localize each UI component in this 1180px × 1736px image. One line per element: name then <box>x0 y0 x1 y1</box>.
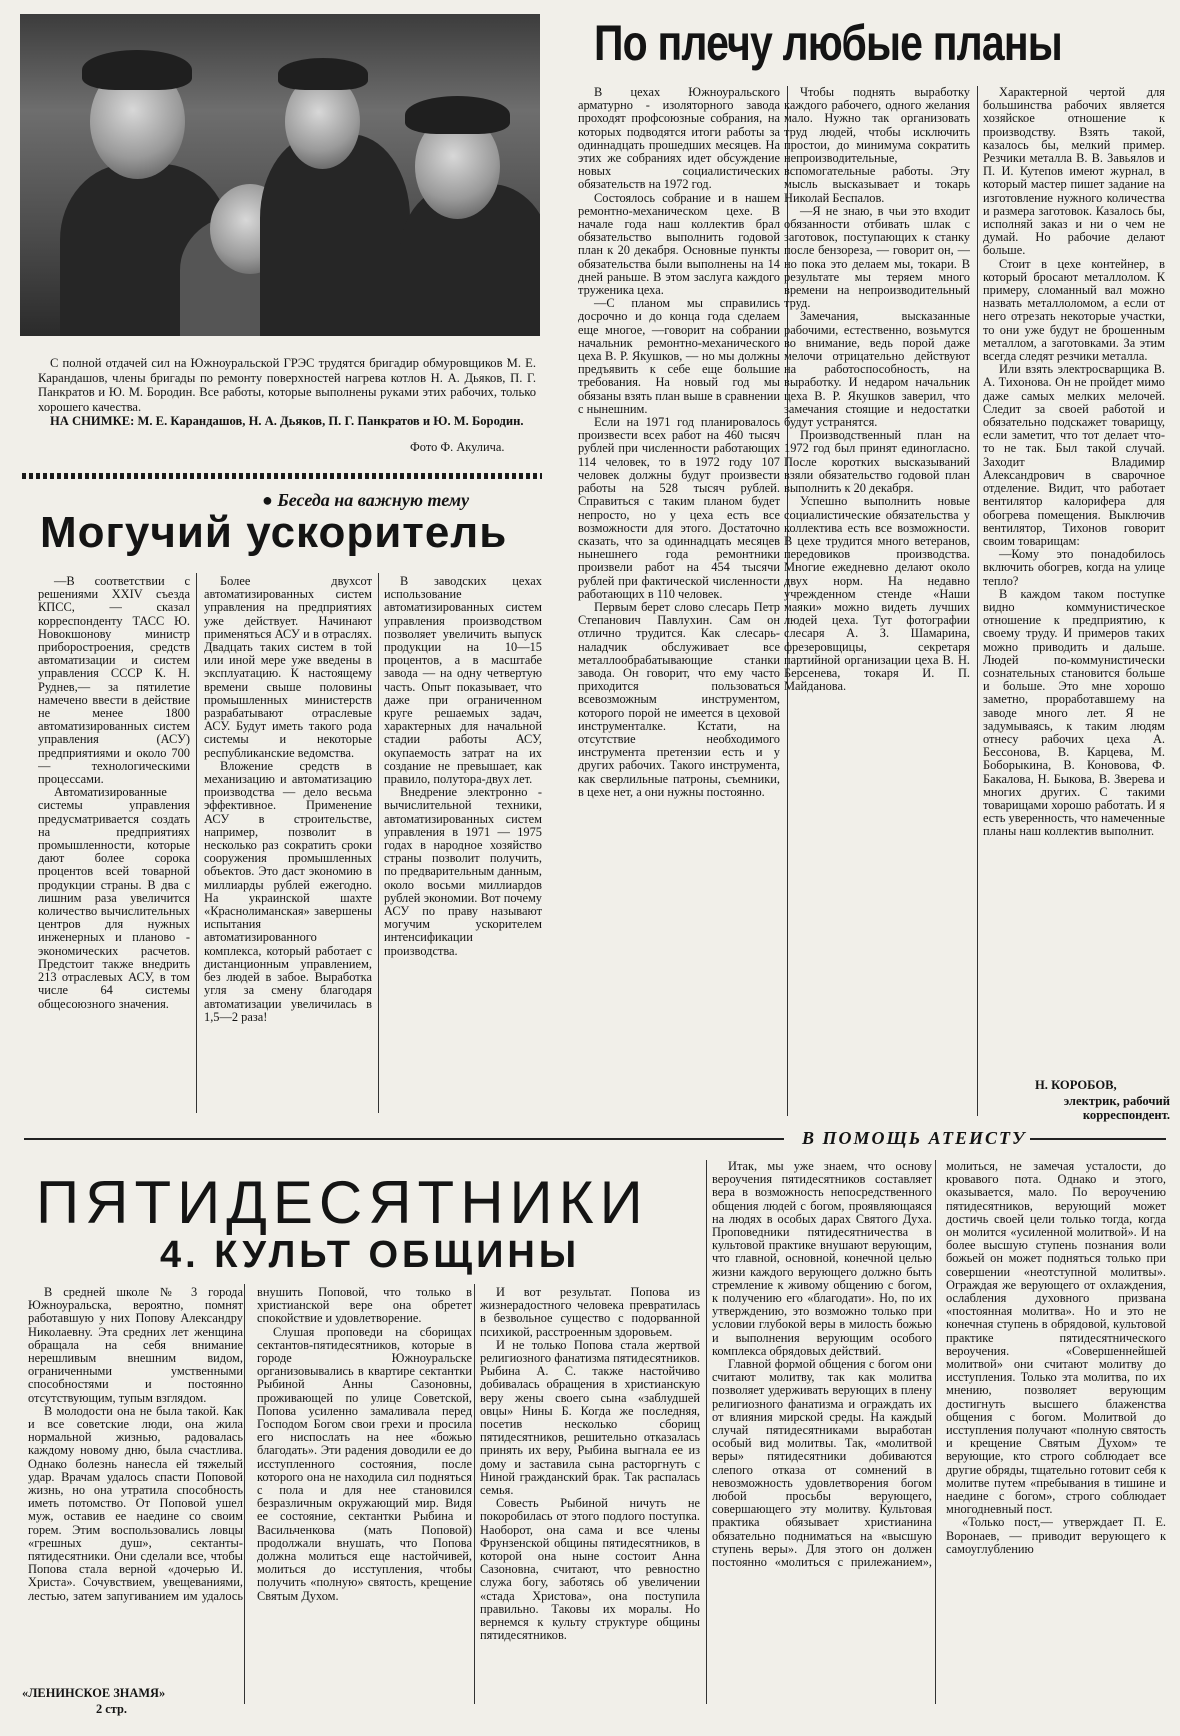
dotted-divider <box>22 473 542 479</box>
plans-column-2 <box>784 86 970 1116</box>
paragraph: —Я не знаю, в чьи это входит обязанности отбивать шлак с заготовок, поступающих к станку после бензореза, — говорит он, — но пока это делаем мы, токари. В результате мы теряем много времени на непроизводительный труд. <box>784 203 970 311</box>
paragraph: Совесть Рыбиной ничуть не покоробилась от этого подлого поступка. Наоборот, она сама и все члены Фрунзенской общины пятидесятников, в которой она ныне состоит Анна Сазоновна, считают, что ревностно служа богу, заботясь об увеличении «стада Христова», она поступила правильно. Таковы их моралы. Но вернемся к культу структуре общины пятидесятников. <box>480 1496 700 1643</box>
section-divider <box>24 1138 784 1140</box>
paragraph: В цехах Южноуральского арматурно - изоляторного завода проходят профсоюзные собрания, на которых подводятся итоги работы за одиннадцать прошедших месяцев. На этих же собраниях идет обсуждение новых социалистических обязательств на 1972 год. <box>578 86 780 192</box>
atheist-column-3 <box>480 1286 700 1706</box>
paragraph: —С планом мы справились досрочно и до конца года сделаем еще многое, —говорит на собрании начальник ремонтно-механического цеха В. Р. Якушков, — но мы должны предъявить к себе еще большие требования. На новый год мы обязаны взять план выше в сравнении с нынешним. <box>578 296 780 416</box>
interview-column-1 <box>38 575 190 1115</box>
rubric-text: Беседа на важную тему <box>277 490 470 510</box>
atheist-columns-1-2 <box>28 1286 472 1646</box>
paragraph: И не только Попова стала жертвой религиозного фанатизма пятидесятников. Рыбина А. С. также настойчиво добивалась обращения в христианскую веру жены своего сына «заблудшей овцы» Нины Б. Когда же последняя, посетив несколько сборищ пятидесятников, решительно отказалась принять их веру, Рыбина выгнала ее из дому и заставила сына расторгнуть с Ниной гражданский брак. Так распалась семья. <box>480 1337 700 1498</box>
column-rule <box>977 86 978 1116</box>
paragraph: В средней школе № 3 города Южноуральска, вероятно, помнят работавшую у них Попову Александру Николаевну. Эта средних лет женщина обращала на себя внимание нерешливым внешним видом, ограниченными умственными способностями и постоянно отсутствующим, тупым взглядом. <box>28 1286 243 1405</box>
signature-name: Н. КОРОБОВ, <box>1035 1078 1117 1092</box>
signature-role: электрик, рабочий корреспондент. <box>1063 1094 1170 1122</box>
workers-photo <box>20 14 540 336</box>
caption-text: С полной отдачей сил на Южноуральской ГРЭС трудятся бригадир обмуровщиков М. Е. Карандашов, члены бригады по ремонту поверхностей нагрева котлов Н. А. Дьяков, П. Г. Панкратов и Ю. М. Бородин. Все работы, которые выполнены руками этих рабочих, только хорошего качества. <box>38 356 536 414</box>
column-rule <box>706 1160 707 1704</box>
paragraph: В молодости она не была такой. Как и все советские люди, она жила нормальной жизнью, радовалась каждому новому дню, была счастлива. Однако болезнь нанесла ей тяжелый удар. Врачам удалось спасти Поповой жизнь, но она утратила способность иметь потомство. От Поповой ушел муж, оставив ее наедине со своим горем. Этим воспользовались ловцы «грешных душ», сектанты-пятидесятники. Они сделали все, чтобы Попова стала верной «дочерью И. Христа». Сочувствием, увещеваниями, лестью, затем запугиванием им удалось внушить Поповой, что только в христианской вере она обретет спокойствие и удовлетворение. <box>28 1286 472 1603</box>
column-rule <box>474 1284 475 1704</box>
paragraph: В заводских цехах использование автоматизированных систем управления производством позволяет увеличить выпуск продукции на 10—15 процентов, а в масштабе завода — на одну четвертую часть. Опыт показывает, что даже при ограниченном круге решаемых задач, характерных для начальной стадии работы АСУ, окупаемость затрат на их создание не превышает, как правило, полутора-двух лет. <box>384 575 542 787</box>
article-headline-plans: По плечу любые планы <box>594 15 1063 71</box>
column-rule <box>196 573 197 1113</box>
atheist-columns-4-5 <box>712 1160 1166 1708</box>
paragraph: Автоматизированные системы управления предусматривается создать на предприятиях промышленности, которые дают более сорока процентов всей товарной продукции страны. В два с лишним раза увеличится количество вычислительных центров для нужных инженерных и планово - экономических расчетов. Предстоит также внедрить 213 отраслевых АСУ, в том числе 64 системы общесоюзного значения. <box>38 785 190 1011</box>
column-rule <box>378 573 379 1113</box>
paragraph: Замечания, высказанные рабочими, естественно, возьмутся во внимание, ведь порой даже мелочи отрицательно действуют на работоспособность, на выработку. И недаром начальник цеха В. Р. Якушков заверил, что замечания стоящие и недостатки будут устранятся. <box>784 309 970 430</box>
paragraph: Первым берет слово слесарь Петр Степанович Павлухин. Сам он отлично трудится. Как слесарь-наладчик обслуживает все металлообрабатывающие станки завода. Он говорит, что ему часто приходится пользоваться всевозможным инструментом, которого порой не имеется в цеховой инструменталке. Кстати, на отсутствие необходимого инструмента претензии есть и у других рабочих. Такого инструмента, как сверлильные патроны, съемники, в цехе нет, а они нужны постоянно. <box>578 599 780 799</box>
photo-credit: Фото Ф. Акулича. <box>410 440 505 454</box>
paragraph: Главной формой общения с богом они считают молитву, так как молитва позволяет удерживать верующих в плену религиозного фанатизма и ограждать их от влияния мирской среды. На каждый случай пятидесятниками выработан особый вид молитвы. Так, «молитвой веры» пятидесятники добиваются слепого отказа от сомнений в невозможность удовлетворения богом любой просьбы верующего, совершающего эту молитву. Культовая практика обязывает христианина обязательно подниматься на «высшую ступень веры». Для этого он должен постоянно «молиться с прилежанием», молиться, не замечая усталости, до кровавого пота. Однако и этого, оказывается, мало. По вероучению пятидесятников, верующий может достичь своей цели только тогда, когда он молится «усиленной молитвой». И на более высшую ступень познания воли божьей он может подняться только при совершении «неотступной молитвы». Ограждая же верующего от охлаждения, ослабления духовного призвана «постоянная молитва». Но и это не конечная ступень в обрядовой, культовой практике пятидесятнического вероучения. «Совершеннейшей молитвой» они считают молитву до исступления. Только эта молитва, по их мнению, позволяет верующим достигнуть высшего блаженства общения с богом. Молитвой до исступления получают «полную святость и крещение Святым Духом» те верующие, кто строго соблюдает все другие обряды, тщательно готовит себя к молитве путем «пребывания в тишине и наедине с богом», строго соблюдает многодневный пост. <box>712 1160 1166 1570</box>
interview-column-3 <box>384 575 542 1115</box>
atheist-rubric: В ПОМОЩЬ АТЕИСТУ <box>802 1128 1027 1148</box>
paragraph: «Только пост,— утверждает П. Е. Воронаев, — приводит верующего к самоуглублению <box>946 1515 1166 1556</box>
paragraph: Стоит в цехе контейнер, в который бросают металлолом. К примеру, сломанный вал можно назвать металлоломом, а если от него отрезать некоторые участки, то они уже будут не брошенным металлом, а заготовками. За этим всегда следят резчики металла. <box>983 256 1165 364</box>
paragraph: Если на 1971 год планировалось произвести всех работ на 460 тысяч рублей при численности работающих 114 человек, то в 1972 году 107 человек должны будут произвести работы на 528 тысяч рублей. Справиться с таким планом будет непросто, но у цеха есть все возможности для этого. Достаточно сказать, что за одиннадцать месяцев нынешнего года ремонтники произвели работ на 454 тысячи рублей при фактической численности работающих в 110 человек. <box>578 415 780 601</box>
paragraph: Характерной чертой для большинства рабочих является хозяйское отношение к производству. Взять такой, казалось бы, мелкий пример. Резчики металла В. В. Завьялов и П. И. Кутепов имеют журнал, в который мастер пишет задание на изготовление нужного количества и размера заготовок. Казалось бы, исполняй заказ и ни о чем не думай. Но рабочие делают больше. <box>983 86 1165 258</box>
pyatidesyatniki-subheadline: 4. КУЛЬТ ОБЩИНЫ <box>160 1234 581 1276</box>
photo-caption <box>38 356 536 429</box>
newspaper-name: «ЛЕНИНСКОЕ ЗНАМЯ» <box>22 1686 166 1700</box>
paragraph: Вложение средств в механизацию и автоматизацию производства — дело весьма эффективное. Применение АСУ в строительстве, например, позволит в несколько раз сократить сроки сооружения промышленных объектов. Это даст экономию в миллиарды рублей ежегодно. На украинской шахте «Краснолиманская» завершены испытания автоматизированного комплекса, который работает с дистанционным управлением, без людей в забое. Выработка угля за смену благодаря автоматизации увеличилась в 1,5—2 раза! <box>204 758 372 1024</box>
interview-headline: Могучий ускоритель <box>40 508 508 557</box>
paragraph: —В соответствии с решениями XXIV съезда КПСС, — сказал корреспонденту ТАСС Ю. Новокшонову министр приборостроения, средств автоматизации и систем управления СССР К. Н. Руднев,— за пятилетие намечено ввести в действие не менее 1800 автоматизированных систем управления (АСУ) предприятиями и около 700 — технологическими процессами. <box>38 575 190 787</box>
plans-column-3 <box>983 86 1165 1076</box>
interview-column-2 <box>204 575 372 1115</box>
paragraph: Или взять электросварщика В. А. Тихонова. Он не пройдет мимо даже самых мелких мелочей. Следит за своей работой и обязательно подскажет товарищу, если заметит, что тот делает что-то не так. Был такой случай. Заходит Владимир Александрович в сварочное отделение. Видит, что работает вентилятор калорифера для обогрева помещения. Выключив вентилятор, Тихонов говорит своим товарищам: <box>983 362 1165 548</box>
paragraph: Внедрение электронно - вычислительной техники, автоматизированных систем управления в 1971 — 1975 годах в народное хозяйство страны позволит получить, по предварительным данным, около восьми миллиардов рублей экономии. Вот почему АСУ по праву называют могучим ускорителем интенсификации производства. <box>384 785 542 958</box>
paragraph: —Кому это понадобилось включить обогрев, когда на улице тепло? <box>983 547 1165 588</box>
paragraph: В каждом таком поступке видно коммунистическое отношение к предприятию, к своему труду. И примеров таких можно приводить и дальше. Людей по-коммунистически сознательных становится больше и больше. Это мне хорошо заметно, проработавшему на заводе много лет. Я не задумываясь, к таким людям отнесу рабочих цеха А. Бессонова, В. Карцева, М. Боборыкина, В. Коновова, Ф. Бакалова, Н. Быкова, В. Зверева и многих других. С такими товарищами хорошо работать. И я есть уверенность, что намеченные планы наш коллектив выполнит. <box>983 586 1165 839</box>
paragraph: Итак, мы уже знаем, что основу вероучения пятидесятников составляет вера в возможность непосредственного общения людей с богом, проявляющаяся на людях в особых дарах Святого Духа. Проповедники пятидесятничества в культовой практике внушают верующим, что главной, основной, конечной целью жизни каждого верующего должно быть стремление к живому общению с богом, к получению его «благодати». Но, по их утверждению, это возможно только при условии глубокой веры в милость божью и выполнения верующим особого комплекса обрядовых действий. <box>712 1160 932 1358</box>
paragraph: Слушая проповеди на сборищах сектантов-пятидесятников, которые в городе Южноуральске организовывались в квартире сектантки Рыбиной Анны Сазоновны, проживающей по улице Советской, Попова усиленно замаливала перед Господом Богом свои грехи и просила его ниспослать на нее «божью благодать». Эти радения доводили ее до исступленного состояния, после которого она не находила сил подняться с пола и для нее становился безразличным окружающий мир. Видя ее состояние, сектантки Рыбина и Васильченкова (мать Поповой) продолжали внушать, что Попова должна молиться еще настойчивей, молиться до исступления, чтобы получить «полную» святость, крещение Святым Духом. <box>257 1324 472 1603</box>
caption-names: НА СНИМКЕ: М. Е. Карандашов, Н. А. Дьяков, П. Г. Панкратов и Ю. М. Бородин. <box>50 414 524 429</box>
paragraph: Производственный план на 1972 год был принят единогласно. После коротких высказываний взяли обязательство годовой план выполнить к 20 декабря. <box>784 428 970 496</box>
section-divider <box>1030 1138 1166 1140</box>
pyatidesyatniki-headline: ПЯТИДЕСЯТНИКИ <box>36 1169 649 1236</box>
paragraph: Более двухсот автоматизированных систем управления на предприятиях уже действует. Начинают применяться АСУ и в отраслях. Двадцать таких систем в той или иной мере уже введены в эксплуатацию. К настоящему времени свыше половины промышленных министерств разрабатывают отраслевые АСУ. Будут иметь такого рода системы и некоторые республиканские ведомства. <box>204 575 372 760</box>
paragraph: И вот результат. Попова из жизнерадостного человека превратилась в безвольное существо с подорванной психикой, расстроенным здоровьем. <box>480 1286 700 1339</box>
page-number: 2 стр. <box>96 1702 128 1716</box>
paragraph: Состоялось собрание и в нашем ремонтно-механическом цехе. В начале года наш коллектив брал обязательство выполнить годовой план к 20 декабря. Основные пункты обязательства были выполнены на 14 дней раньше. В этом заслуга каждого труженика цеха. <box>578 190 780 298</box>
plans-column-1 <box>578 86 780 1116</box>
paragraph: Успешно выполнить новые социалистические обязательства у коллектива есть все возможности. В цехе трудится много ветеранов, передовиков производства. Многие ежедневно делают около двух норм. На недавно учрежденном стенде «Наши маяки» можно видеть лучших людей цеха. Тут фотографии слесаря А. З. Шамарина, фрезеровщицы, секретаря партийной организации цеха В. Н. Берсенева, токаря И. П. Майданова. <box>784 494 970 694</box>
paragraph: Чтобы поднять выработку каждого рабочего, одного желания мало. Нужно так организовать труд людей, чтобы исключить простои, до минимума сократить непроизводительные, вспомогательные работы. Эту мысль высказывает и токарь Николай Беспалов. <box>784 86 970 205</box>
bullet-icon: ● <box>262 490 278 510</box>
